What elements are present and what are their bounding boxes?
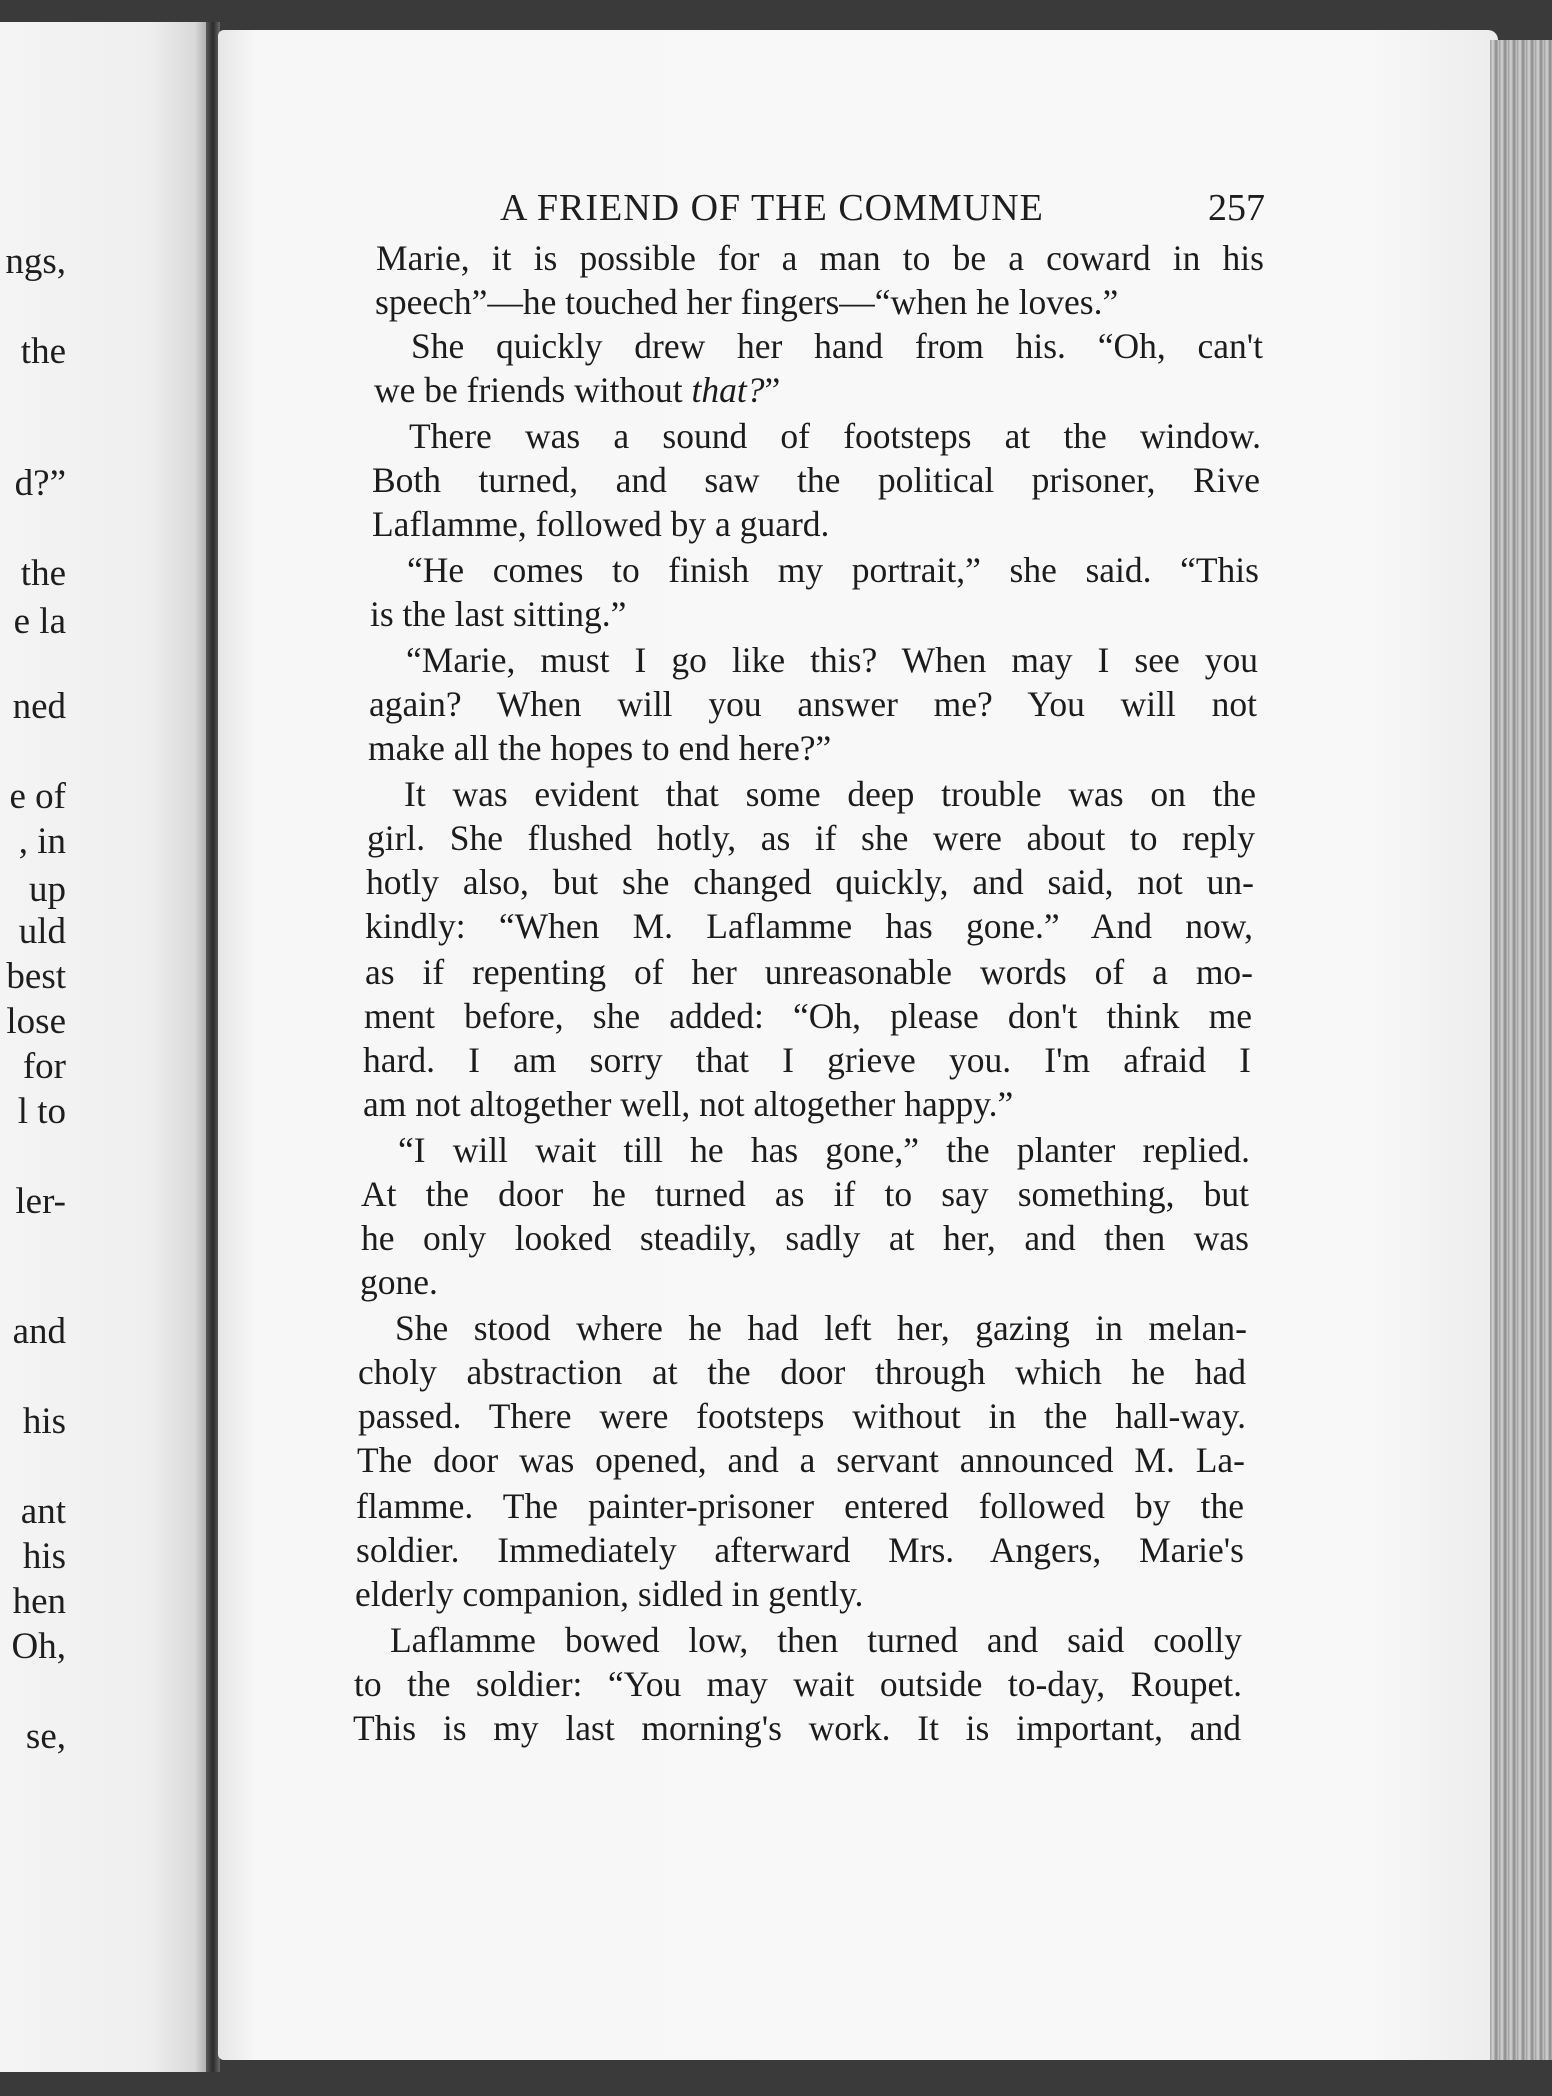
text-line: Laflamme, followed by a guard. [372, 504, 830, 544]
text-line: She stood where he had left her, gazing in melan- [395, 1308, 1247, 1348]
text-line: flamme. The painter-prisoner entered followed by the [356, 1486, 1244, 1526]
left-page-fragment: ler- [15, 1181, 66, 1222]
left-page-fragment: and [12, 1311, 66, 1352]
page-number: 257 [1208, 187, 1265, 229]
text-line: am not altogether well, not altogether happy.” [363, 1084, 1014, 1124]
text-line: he only looked steadily, sadly at her, and then was [361, 1218, 1249, 1258]
text-line: hotly also, but she changed quickly, and said, not un- [366, 862, 1254, 902]
left-page-fragment: up [29, 869, 66, 910]
left-page-fragment: , in [18, 821, 66, 862]
text-line: Both turned, and saw the political prisoner, Rive [372, 460, 1260, 500]
text-line: Marie, it is possible for a man to be a coward in his [376, 238, 1264, 278]
text-line: “I will wait till he has gone,” the planter replied. [398, 1130, 1250, 1170]
text-line: The door was opened, and a servant announced M. La- [357, 1440, 1245, 1480]
text-line: There was a sound of footsteps at the window. [409, 416, 1261, 456]
text-line: “Marie, must I go like this? When may I see you [406, 640, 1258, 680]
text-line: She quickly drew her hand from his. “Oh, can't [411, 326, 1263, 366]
left-page-fragment: ned [12, 686, 66, 727]
left-page-fragment: the [20, 331, 66, 372]
text-line: hard. I am sorry that I grieve you. I'm afraid I [363, 1040, 1251, 1080]
text-line: This is my last morning's work. It is important, and [353, 1708, 1241, 1748]
left-page-fragment: l to [17, 1091, 66, 1132]
left-page-fragment: lose [6, 1001, 66, 1042]
left-page-fragment: the [20, 553, 66, 594]
text-line: elderly companion, sidled in gently. [355, 1574, 864, 1614]
text-line: Laflamme bowed low, then turned and said coolly [390, 1620, 1242, 1660]
left-page-fragment: his [22, 1401, 66, 1442]
running-head: A FRIEND OF THE COMMUNE [500, 187, 1044, 229]
text-line: speech”—he touched her fingers—“when he loves.” [375, 282, 1119, 322]
left-page-fragment: ant [20, 1491, 66, 1532]
left-facing-page [0, 22, 212, 2072]
text-line: gone. [360, 1262, 438, 1302]
text-line: make all the hopes to end here?” [368, 728, 832, 768]
text-line: ment before, she added: “Oh, please don't think me [364, 996, 1252, 1036]
page-edges [1490, 40, 1552, 2060]
left-page-fragment: e of [9, 776, 66, 817]
text-line: It was evident that some deep trouble was on the [404, 774, 1256, 814]
text-line: soldier. Immediately afterward Mrs. Angers, Marie's [356, 1530, 1244, 1570]
text-line: to the soldier: “You may wait outside to-day, Roupet. [354, 1664, 1242, 1704]
left-page-fragment: d?” [14, 463, 66, 504]
text-line: we be friends without that?” [374, 370, 781, 410]
text-line: “He comes to finish my portrait,” she said. “This [407, 550, 1259, 590]
text-line: kindly: “When M. Laflamme has gone.” And now, [365, 906, 1253, 946]
text-line: is the last sitting.” [370, 594, 627, 634]
left-page-fragment: for [22, 1046, 66, 1087]
left-page-fragment: se, [25, 1716, 66, 1757]
text-line: choly abstraction at the door through which he had [358, 1352, 1246, 1392]
left-page-fragment: e la [13, 601, 66, 642]
text-line: as if repenting of her unreasonable words of a mo- [365, 952, 1253, 992]
text-line: girl. She flushed hotly, as if she were about to reply [367, 818, 1255, 858]
left-page-fragment: uld [18, 911, 66, 952]
left-page-fragment: best [6, 956, 66, 997]
left-page-fragment: Oh, [11, 1626, 66, 1667]
left-page-fragment: ngs, [5, 241, 66, 282]
left-page-fragment: his [22, 1536, 66, 1577]
left-page-fragment: hen [12, 1581, 66, 1622]
text-line: At the door he turned as if to say something, but [361, 1174, 1249, 1214]
text-line: again? When will you answer me? You will not [369, 684, 1257, 724]
text-line: passed. There were footsteps without in the hall-way. [358, 1396, 1246, 1436]
